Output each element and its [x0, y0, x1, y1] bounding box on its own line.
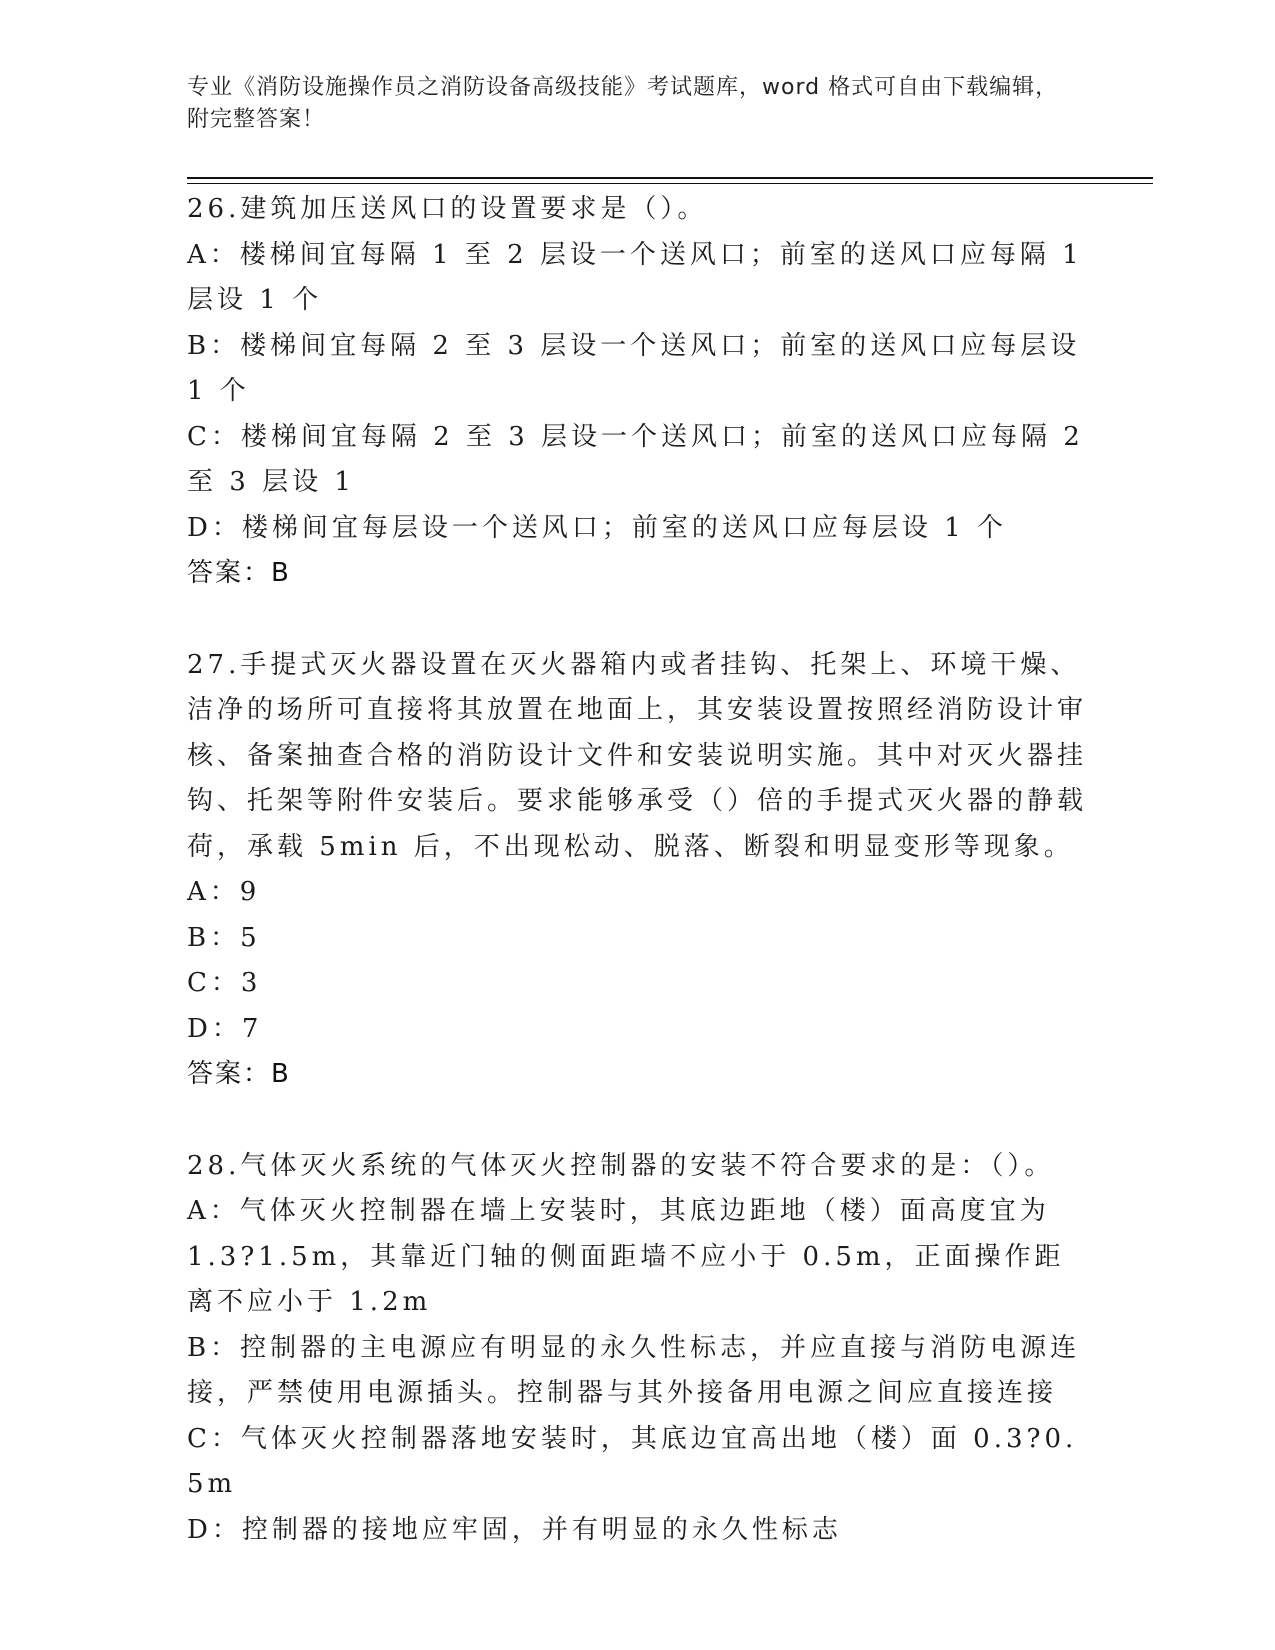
option-c: C：楼梯间宜每隔 2 至 3 层设一个送风口；前室的送风口应每隔 2 至 3 层设 1 [187, 421, 1084, 497]
option-d: D：楼梯间宜每层设一个送风口；前室的送风口应每层设 1 个 [187, 512, 1007, 543]
answer-label: 答案：B [187, 1059, 291, 1089]
option-a: A：气体灭火控制器在墙上安装时，其底边距地（楼）面高度宜为 1.3?1.5m，其靠近门轴的侧面距墙不应小于 0.5m，正面操作距离不应小于 1.2m [187, 1196, 1065, 1317]
header-rule-thick [187, 177, 1153, 179]
question-list [187, 187, 1087, 1599]
answer-label: 答案：B [187, 558, 291, 588]
option-a: A：9 [187, 877, 261, 907]
page-header: 专业《消防设施操作员之消防设备高级技能》考试题库，word 格式可自由下载编辑，附完整答案！ [187, 75, 1059, 132]
option-a: A：楼梯间宜每隔 1 至 2 层设一个送风口；前室的送风口应每隔 1 层设 1 个 [187, 239, 1083, 315]
question-26 [187, 187, 1087, 597]
question-stem: 27.手提式灭火器设置在灭火器箱内或者挂钩、托架上、环境干燥、洁净的场所可直接将其放置在地面上，其安装设置按照经消防设计审核、备案抽查合格的消防设计文件和安装说明实施。其中对灭火器挂钩、托架等附件安装后。要求能够承受（）倍的手提式灭火器的静载荷，承载 5min 后，不出现松动、脱落、断裂和明显变形等现象。 [187, 649, 1088, 862]
option-b: B：楼梯间宜每隔 2 至 3 层设一个送风口；前室的送风口应每层设 1 个 [187, 330, 1081, 406]
option-c: C：气体灭火控制器落地安装时，其底边宜高出地（楼）面 0.3?0.5m [187, 1423, 1078, 1499]
header-rule-thin [187, 183, 1153, 184]
question-stem: 26.建筑加压送风口的设置要求是（）。 [187, 194, 708, 224]
question-stem: 28.气体灭火系统的气体灭火控制器的安装不符合要求的是：（）。 [187, 1150, 1055, 1181]
question-28 [187, 1144, 1087, 1554]
option-d: D：控制器的接地应牢固，并有明显的永久性标志 [187, 1514, 842, 1545]
option-b: B：5 [187, 922, 261, 953]
option-d: D：7 [187, 1013, 263, 1044]
option-b: B：控制器的主电源应有明显的永久性标志，并应直接与消防电源连接，严禁使用电源插头。控制器与其外接备用电源之间应直接连接 [187, 1332, 1081, 1408]
question-27 [187, 643, 1087, 1098]
option-c: C：3 [187, 968, 262, 998]
